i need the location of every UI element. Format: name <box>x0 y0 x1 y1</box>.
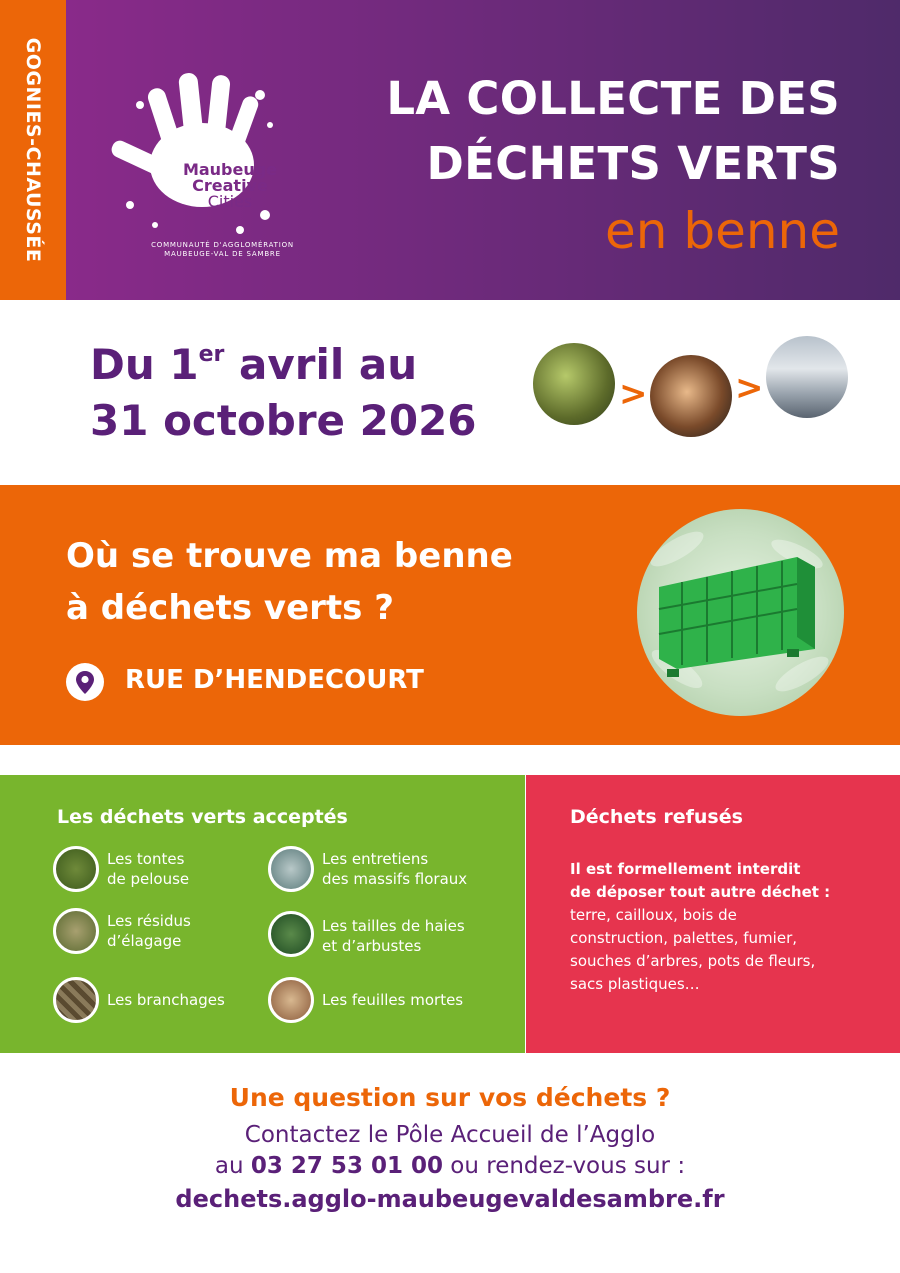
date-start-day: Du 1 <box>90 340 199 389</box>
flowerbed-icon <box>268 846 314 892</box>
date-start-month: avril au <box>224 340 418 389</box>
logo-subtitle-1: COMMUNAUTÉ D'AGGLOMÉRATION <box>151 241 294 249</box>
hedge-trimmings-icon <box>268 911 314 957</box>
accepted-item-branches: Les branchages <box>107 991 225 1009</box>
logo-word-cities: Cities <box>207 192 253 211</box>
commune-name: GOGNIES-CHAUSSÉE <box>22 37 44 263</box>
green-dumpster-photo <box>637 509 844 716</box>
refused-warning: Il est formellement interdit de déposer tout autre déchet : <box>570 860 831 901</box>
refused-list: terre, cailloux, bois de construction, palettes, fumier, souches d’arbres, pots de fleurs, sacs plastiques… <box>570 906 816 993</box>
accepted-item-flowerbeds: Les entretiens des massifs floraux <box>322 850 468 888</box>
map-pin-icon <box>66 663 104 701</box>
logo-word-creative: Creative <box>192 176 268 195</box>
date-range-line-1 <box>90 340 417 389</box>
lawn-clippings-icon <box>53 846 99 892</box>
logo-word-maubeuge: Maubeuge <box>182 160 278 179</box>
location-question-line-1: Où se trouve ma benne <box>66 536 513 576</box>
step-phone-call-photo <box>650 355 732 437</box>
date-ordinal-suffix: er <box>198 342 225 367</box>
website-link[interactable]: dechets.agglo-maubeugevaldesambre.fr <box>175 1185 725 1213</box>
phone-number[interactable]: 03 27 53 01 00 <box>250 1153 443 1179</box>
step-collection-truck-photo <box>766 336 848 418</box>
branches-icon <box>53 977 99 1023</box>
accepted-item-hedges: Les tailles de haies et d’arbustes <box>322 917 465 955</box>
agglo-logo <box>110 65 300 260</box>
step-pruning-photo <box>533 343 615 425</box>
chevron-right-icon: > <box>619 374 648 414</box>
refused-title: Déchets refusés <box>570 806 743 828</box>
footer-contact: Contactez le Pôle Accueil de l’Agglo <box>244 1122 656 1148</box>
location-question-line-2: à déchets verts ? <box>66 588 394 628</box>
footer-phone-line: au 03 27 53 01 00 ou rendez-vous sur : <box>214 1153 686 1179</box>
accepted-item-leaves: Les feuilles mortes <box>322 991 464 1009</box>
accepted-item-pruning: Les résidus d’élagage <box>107 912 191 950</box>
accepted-title: Les déchets verts acceptés <box>57 806 348 828</box>
commune-tab <box>0 0 66 300</box>
accepted-item-lawn: Les tontes de pelouse <box>107 850 190 888</box>
title-line-1: LA COLLECTE DES <box>386 72 840 125</box>
pruning-residue-icon <box>53 908 99 954</box>
title-line-2: DÉCHETS VERTS <box>426 137 840 190</box>
dumpster-address: RUE D’HENDECOURT <box>125 665 424 695</box>
chevron-right-icon: > <box>735 368 764 408</box>
footer-question: Une question sur vos déchets ? <box>229 1083 671 1112</box>
date-range-line-2: 31 octobre 2026 <box>90 396 477 445</box>
logo-subtitle-2: MAUBEUGE-VAL DE SAMBRE <box>164 250 281 258</box>
title-line-3: en benne <box>605 202 840 260</box>
dead-leaves-icon <box>268 977 314 1023</box>
